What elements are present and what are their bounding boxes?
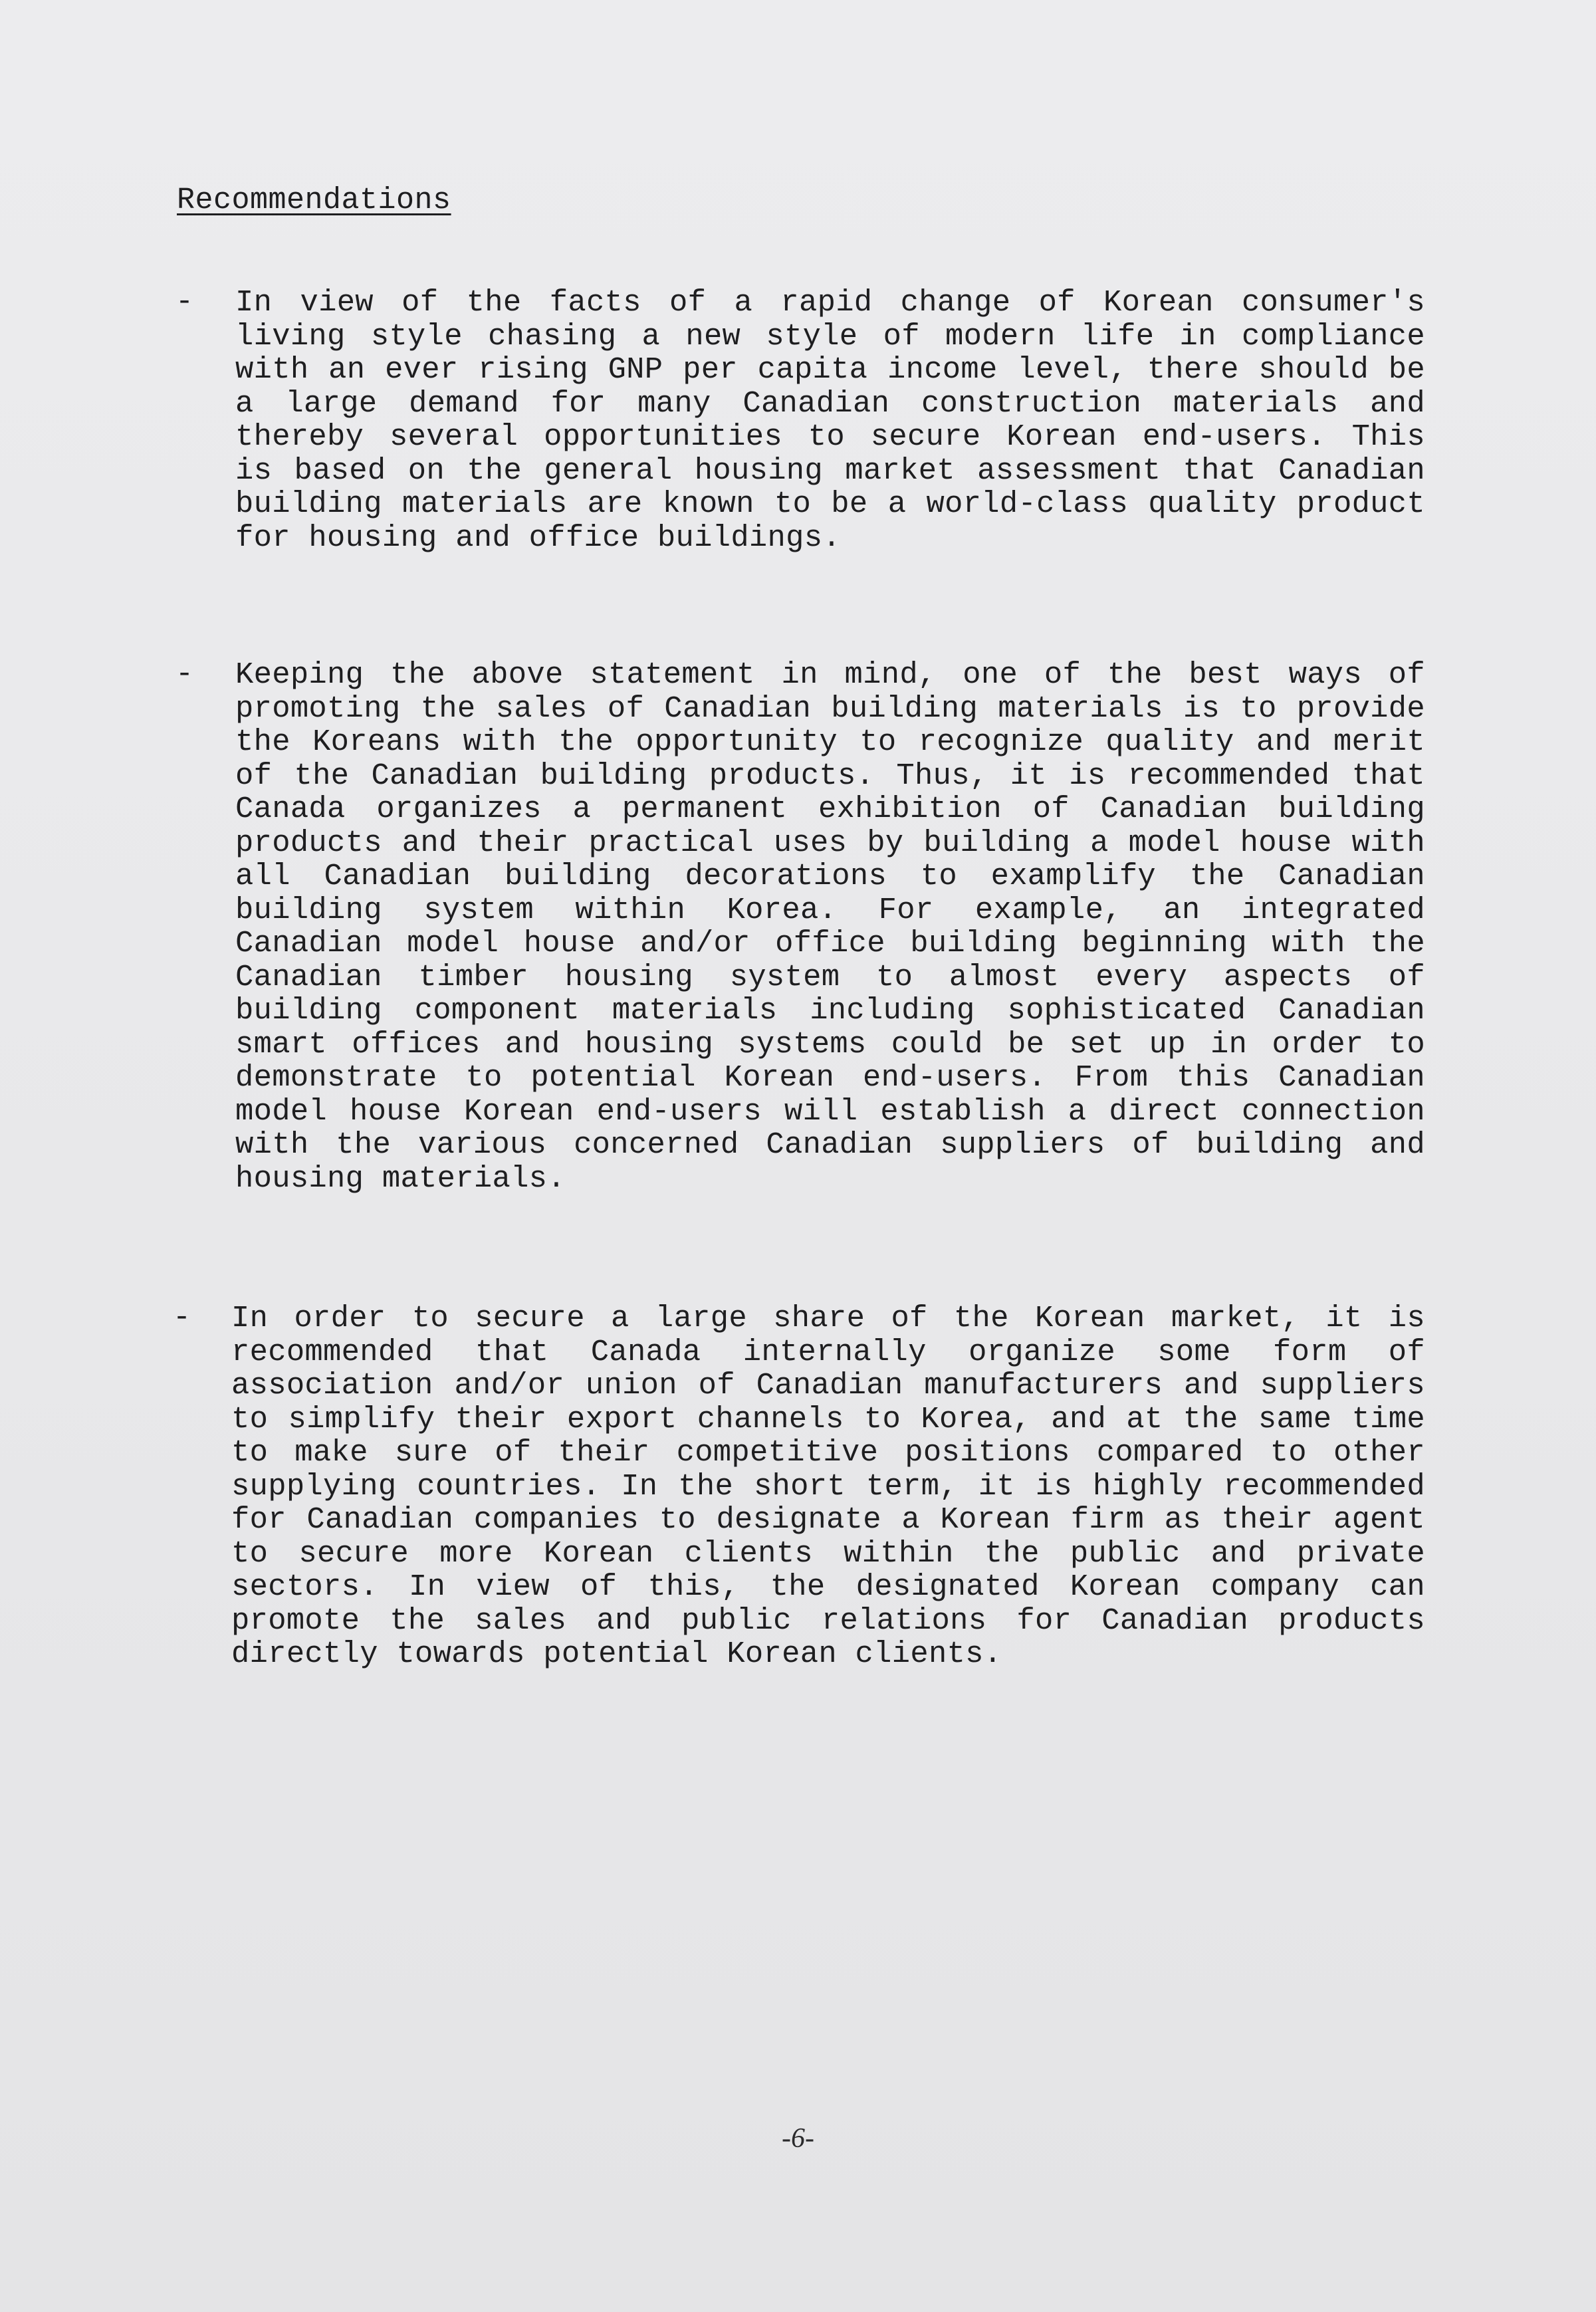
recommendation-text: In view of the facts of a rapid change of Korean consumer's living style chasing a new style of modern life in compliance with an ever rising GNP per capita income level, there should be a large demand for many Canadian construction materials and thereby several opportunities to secure Korean end-users. This is based on the general housing market assessment that Canadian building materials are known to be a world-class quality product for housing and office buildings. (235, 285, 1425, 555)
bullet-marker: - (173, 1301, 191, 1335)
section-heading: Recommendations (177, 183, 451, 217)
page-number: -6- (782, 2123, 814, 2154)
bullet-marker: - (175, 657, 194, 691)
bullet-marker: - (175, 285, 194, 319)
recommendation-text: Keeping the above statement in mind, one of the best ways of promoting the sales of Canadian building materials is to provide the Koreans with the opportunity to recognize quality and merit of the Canadian building products. Thus, it is recommended that Canada organizes a permanent exhibition of Canadian building products and their practical uses by building a model house with all Canadian building decorations to examplify the Canadian building system within Korea. For example, an integrated Canadian model house and/or office building beginning with the Canadian timber housing system to almost every aspects of building component materials including sophisticated Canadian smart offices and housing systems could be set up in order to demonstrate to potential Korean end-users. From this Canadian model house Korean end-users will establish a direct connection with the various concerned Canadian suppliers of building and housing materials. (235, 657, 1425, 1196)
recommendation-text: In order to secure a large share of the Korean market, it is recommended that Canada internally organize some form of association and/or union of Canadian manufacturers and suppliers to simplify their export channels to Korea, and at the same time to make sure of their competitive positions compared to other supplying countries. In the short term, it is highly recommended for Canadian companies to designate a Korean firm as their agent to secure more Korean clients within the public and private sectors. In view of this, the designated Korean company can promote the sales and public relations for Canadian products directly towards potential Korean clients. (231, 1301, 1425, 1671)
